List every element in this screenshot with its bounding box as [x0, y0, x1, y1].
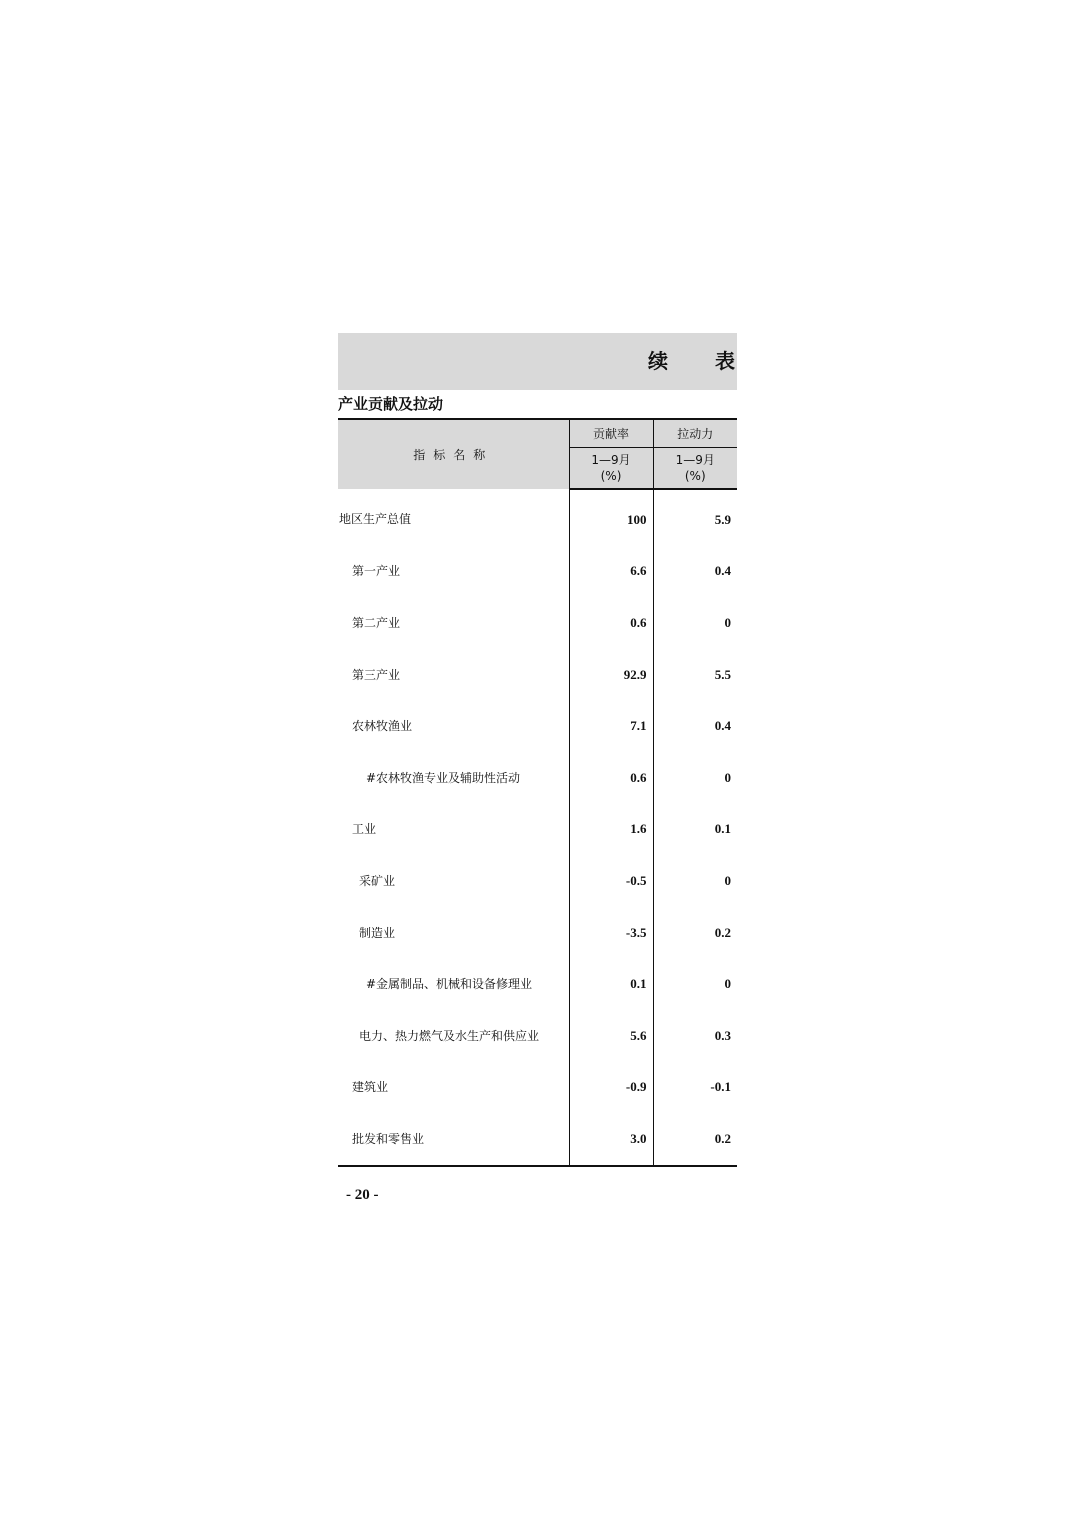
pull-unit: (%)	[684, 469, 706, 483]
table-row	[338, 752, 737, 804]
header-banner	[338, 333, 755, 390]
row-pull: -0.1	[710, 1079, 731, 1095]
table-row	[338, 907, 737, 959]
row-name: #农林牧渔专业及辅助性活动	[338, 752, 569, 804]
table-header	[338, 419, 737, 489]
row-contribution: 0.1	[569, 958, 653, 1010]
row-name: 采矿业	[338, 855, 569, 907]
contribution-unit: (%)	[600, 469, 622, 483]
table-row	[338, 489, 737, 546]
table-row	[338, 1010, 737, 1062]
row-contribution: -3.5	[569, 907, 653, 959]
table-row	[338, 546, 737, 598]
table-row	[338, 855, 737, 907]
data-table	[338, 418, 737, 1167]
row-pull: 0.1	[714, 821, 731, 837]
row-contribution: 0.6	[569, 597, 653, 649]
page-number: - 20 -	[346, 1187, 379, 1203]
row-pull: 0	[724, 769, 731, 785]
row-name: 第一产业	[338, 546, 569, 598]
row-name: 工业	[338, 804, 569, 856]
table-row	[338, 1113, 737, 1166]
row-pull: 0.4	[714, 718, 731, 734]
row-name: 电力、热力燃气及水生产和供应业	[338, 1010, 569, 1062]
row-contribution: 3.0	[569, 1113, 653, 1166]
pull-force-header: 拉动力	[653, 419, 737, 448]
table-row	[338, 1062, 737, 1114]
pull-period-header	[653, 448, 737, 490]
table-row	[338, 958, 737, 1010]
row-contribution: 0.6	[569, 752, 653, 804]
row-contribution: 7.1	[569, 700, 653, 752]
row-contribution: 5.6	[569, 1010, 653, 1062]
table-header-row	[338, 419, 737, 448]
row-pull: 5.5	[714, 666, 731, 682]
row-name: 建筑业	[338, 1062, 569, 1114]
row-contribution: 1.6	[569, 804, 653, 856]
contribution-rate-header: 贡献率	[569, 419, 653, 448]
row-contribution: -0.9	[569, 1062, 653, 1114]
row-pull: 0.3	[714, 1027, 731, 1043]
row-name: 第三产业	[338, 649, 569, 701]
row-pull: 0	[724, 976, 731, 992]
row-pull: 0.2	[653, 1113, 737, 1166]
indicator-name-header: 指标名称	[338, 419, 569, 489]
contribution-period-header	[569, 448, 653, 490]
row-contribution: 92.9	[569, 649, 653, 701]
row-name: 批发和零售业	[338, 1113, 569, 1166]
contribution-period: 1—9月	[591, 453, 631, 467]
row-pull: 0.4	[714, 563, 731, 579]
row-contribution: 100	[569, 489, 653, 546]
row-pull: 0	[724, 872, 731, 888]
table-row	[338, 700, 737, 752]
table-row	[338, 804, 737, 856]
row-name: #金属制品、机械和设备修理业	[338, 958, 569, 1010]
table-row	[338, 649, 737, 701]
row-pull: 0	[724, 614, 731, 630]
table-row	[338, 597, 737, 649]
section-title: 产业贡献及拉动	[338, 395, 444, 413]
pull-period: 1—9月	[675, 453, 715, 467]
banner-title: 续 表	[648, 349, 755, 373]
data-table-container	[338, 418, 737, 1167]
row-name: 制造业	[338, 907, 569, 959]
table-body	[338, 489, 737, 1166]
row-pull: 5.9	[714, 511, 731, 527]
row-contribution: 6.6	[569, 546, 653, 598]
row-pull: 0.2	[714, 924, 731, 940]
row-name: 第二产业	[338, 597, 569, 649]
row-name: 地区生产总值	[338, 489, 569, 546]
row-contribution: -0.5	[569, 855, 653, 907]
row-name: 农林牧渔业	[338, 700, 569, 752]
